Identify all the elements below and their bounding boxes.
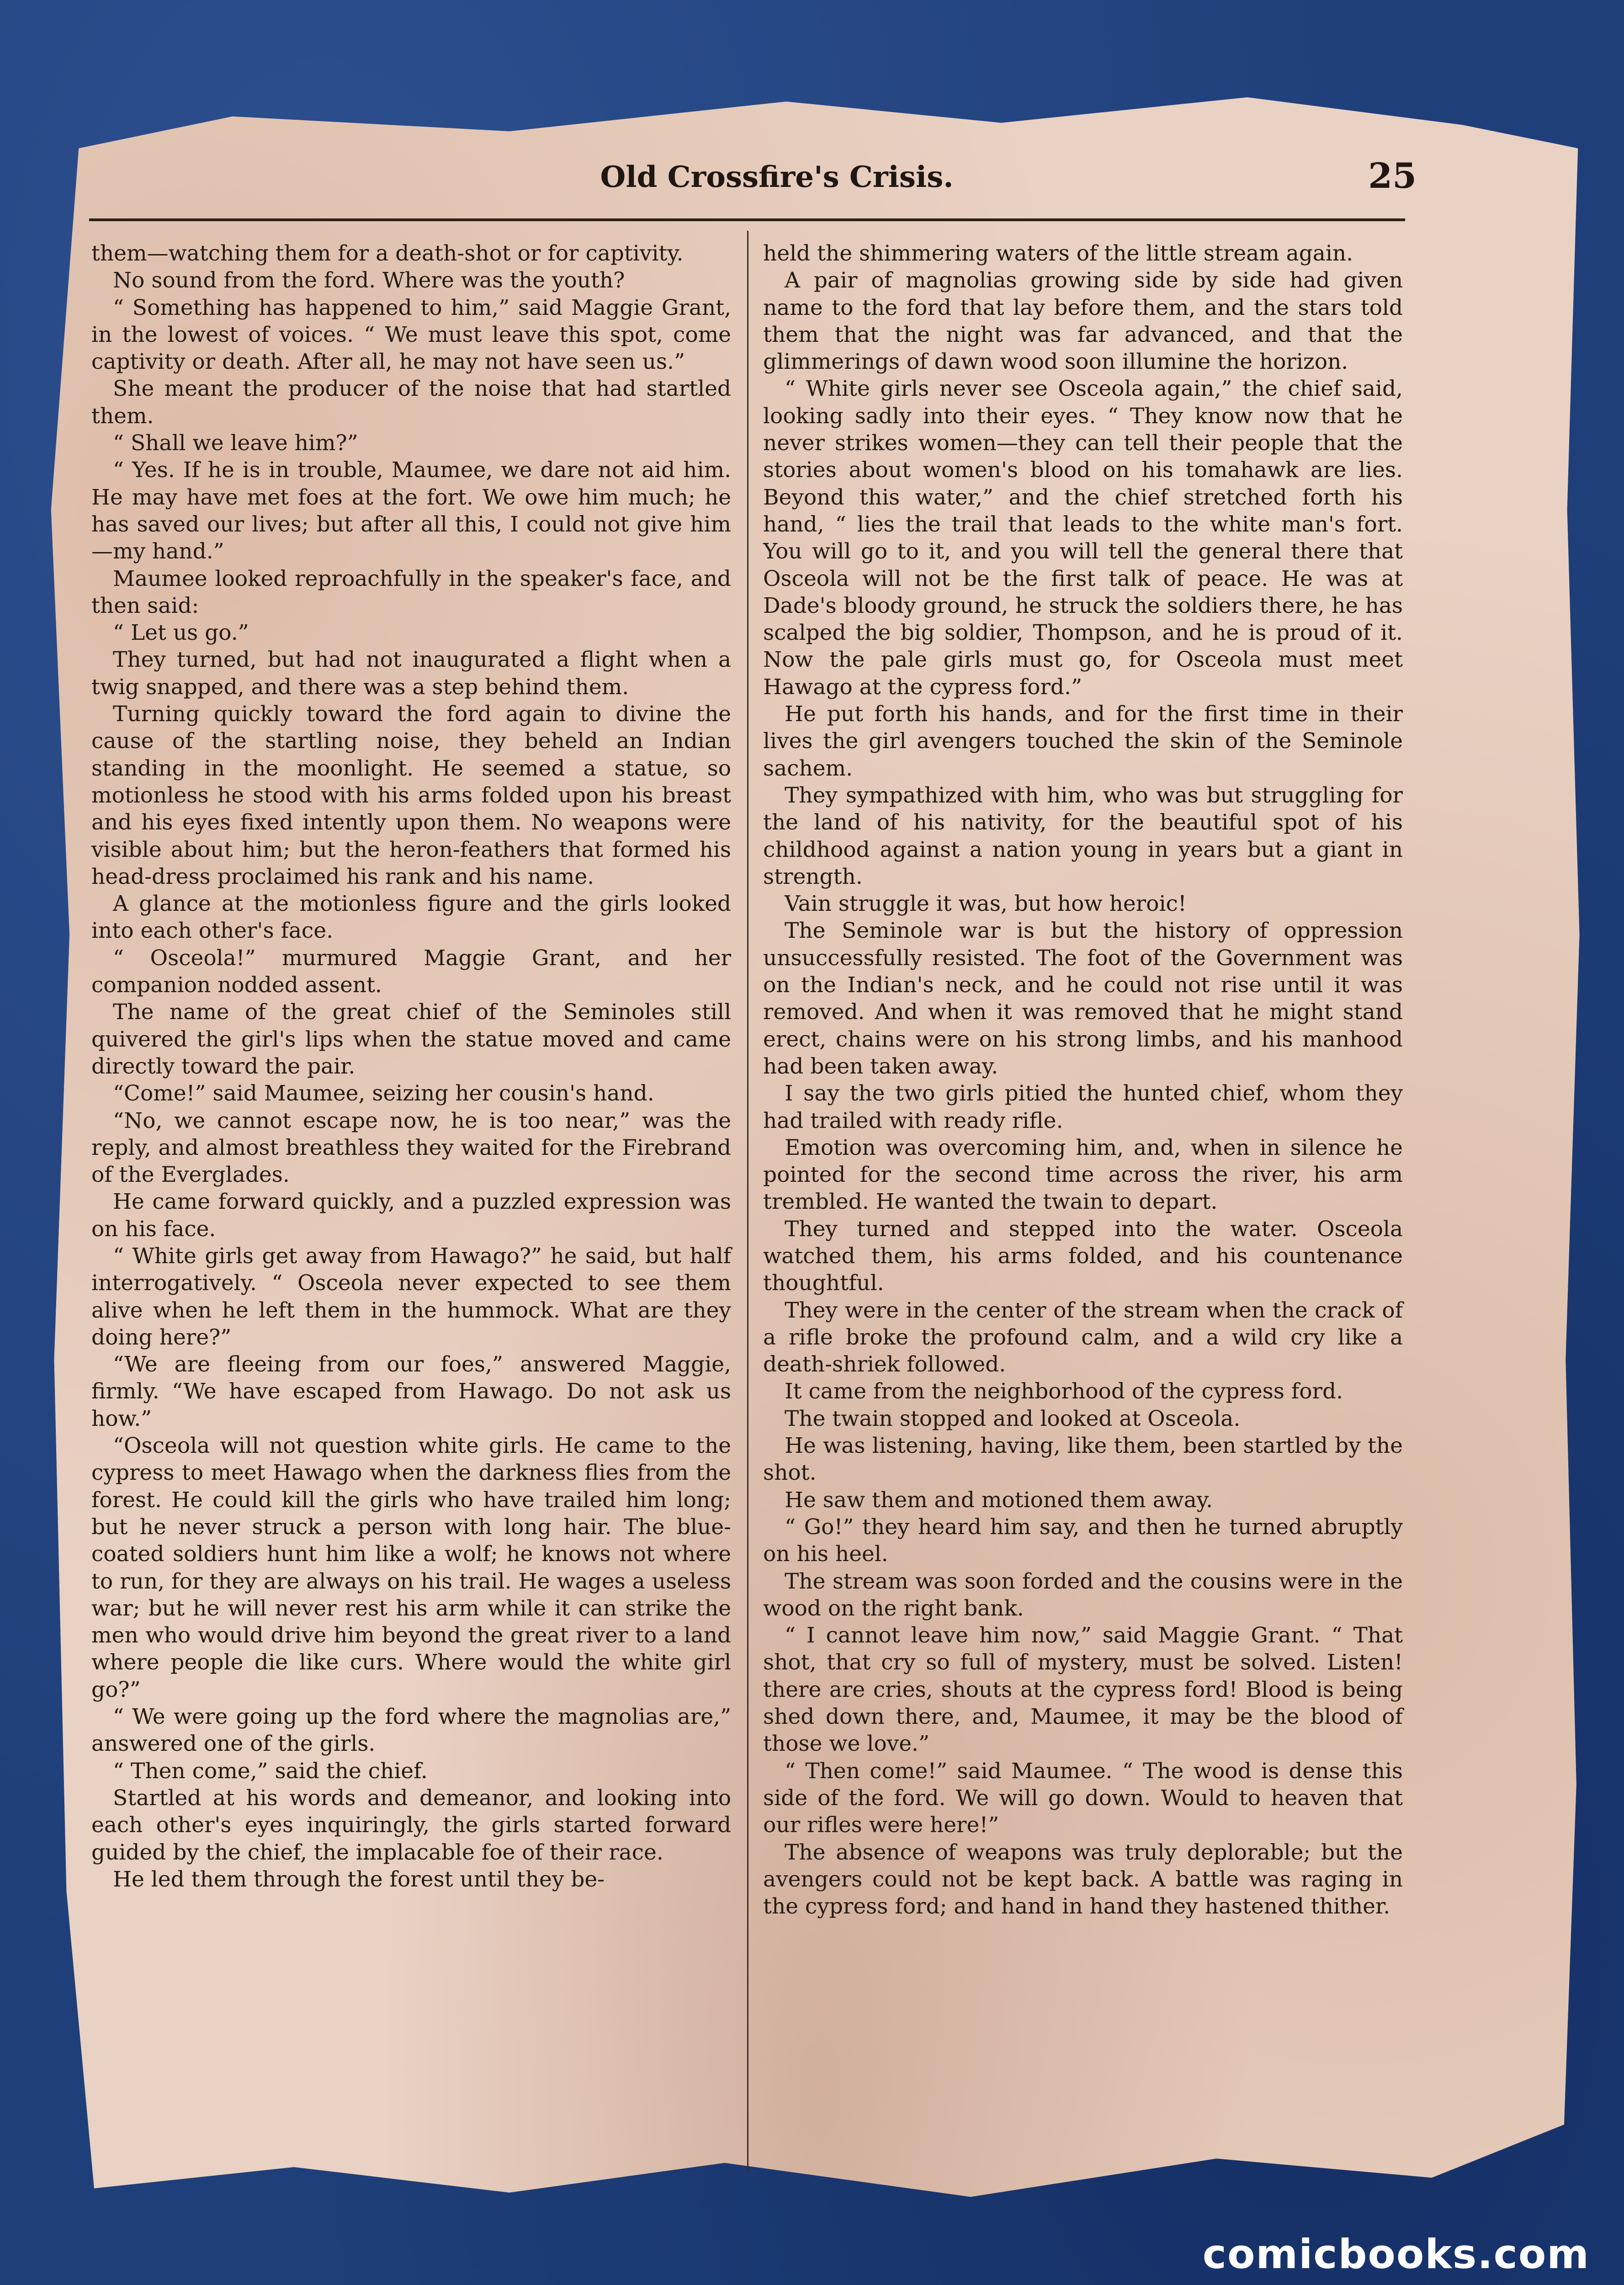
paragraph: “We are fleeing from our foes,” answered Maggie, firmly. “We have escaped from Hawago. Do not ask us how.” xyxy=(91,1352,731,1431)
paragraph: They were in the center of the stream when the crack of a rifle broke the profound calm, and a wild cry like a death-shriek followed. xyxy=(763,1297,1403,1377)
paragraph: The absence of weapons was truly deplorable; but the avengers could not be kept back. A battle was raging in the cypress ford; and hand in hand they hastened thither. xyxy=(763,1839,1403,1919)
paragraph: “ Osceola!” murmured Maggie Grant, and her companion nodded assent. xyxy=(91,945,731,998)
paragraph: Turning quickly toward the ford again to divine the cause of the startling noise, they beheld an Indian standing in the moonlight. He seemed a statue, so motionless he stood with his arms folded upon his breast and his eyes fixed intently upon them. No weapons were visible about him; but the heron-feathers that formed his head-dress proclaimed his rank and his name. xyxy=(91,701,731,889)
paragraph: He led them through the forest until they be- xyxy=(113,1866,605,1892)
paragraph: Startled at his words and demeanor, and looking into each other's eyes inquiringly, the girls started forward guided by the chief, the implacable foe of their race. xyxy=(91,1785,731,1865)
paragraph: “ Then come!” said Maumee. “ The wood is dense this side of the ford. We will go down. Would to heaven that our rifles were here!” xyxy=(763,1758,1403,1838)
left-column xyxy=(91,240,731,2173)
paragraph: He was listening, having, like them, been startled by the shot. xyxy=(763,1433,1403,1486)
paragraph: them—watching them for a death-shot or for captivity. xyxy=(91,241,684,266)
paragraph: “Osceola will not question white girls. He came to the cypress to meet Hawago when the darkness flies from the forest. He could kill the girls who have trailed him long; but he never struck a person with long hair. The blue-coated soldiers hunt him like a wolf; he knows not where to run, for they are always on his trail. He wages a useless war; but he will never rest his arm while it can strike the men who would drive him beyond the great river to a land where people die like curs. Where would the white girl go?” xyxy=(91,1433,731,1702)
paragraph: No sound from the ford. Where was the youth? xyxy=(113,268,625,293)
paragraph: Vain struggle it was, but how heroic! xyxy=(785,891,1187,917)
paragraph: “ Something has happened to him,” said Maggie Grant, in the lowest of voices. “ We must leave this spot, come captivity or death. After all, he may not have seen us.” xyxy=(91,295,731,375)
paragraph: The Seminole war is but the history of oppression unsuccessfully resisted. The foot of the Government was on the Indian's neck, and he could not rise until it was removed. And when it was removed that he might stand erect, chains were on his strong limbs, and his manhood had been taken away. xyxy=(763,918,1403,1079)
paragraph: “ We were going up the ford where the magnolias are,” answered one of the girls. xyxy=(91,1704,731,1757)
page-header xyxy=(137,151,1417,224)
paragraph: “Come!” said Maumee, seizing her cousin's hand. xyxy=(113,1081,654,1106)
paragraph: She meant the producer of the noise that had startled them. xyxy=(91,376,731,429)
paragraph: He put forth his hands, and for the first time in their lives the girl avengers touched the skin of the Seminole sachem. xyxy=(763,701,1403,781)
paragraph: held the shimmering waters of the little stream again. xyxy=(763,241,1353,266)
right-column xyxy=(763,240,1403,2173)
paragraph: I say the two girls pitied the hunted chief, whom they had trailed with ready rifle. xyxy=(763,1081,1403,1133)
paragraph: “ White girls get away from Hawago?” he said, but half interrogatively. “ Osceola never expected to see them alive when he left them in the hummock. What are they doing here?” xyxy=(91,1243,731,1350)
paragraph: “ Shall we leave him?” xyxy=(113,430,358,456)
paragraph: “No, we cannot escape now, he is too near,” was the reply, and almost breathless they waited for the Firebrand of the Everglades. xyxy=(91,1108,731,1188)
paragraph: Emotion was overcoming him, and, when in silence he pointed for the second time across the river, his arm trembled. He wanted the twain to depart. xyxy=(763,1135,1403,1215)
paragraph: “ Go!” they heard him say, and then he turned abruptly on his heel. xyxy=(763,1514,1403,1567)
paragraph: The twain stopped and looked at Osceola. xyxy=(785,1406,1241,1431)
running-title: Old Crossfire's Crisis. xyxy=(600,160,954,194)
column-rule xyxy=(747,231,748,2173)
paragraph: He saw them and motioned them away. xyxy=(785,1487,1213,1513)
paragraph: Maumee looked reproachfully in the speaker's face, and then said: xyxy=(91,566,731,618)
paragraph: They turned and stepped into the water. Osceola watched them, his arms folded, and his countenance thoughtful. xyxy=(763,1216,1403,1296)
page-number: 25 xyxy=(1368,155,1417,196)
paragraph: He came forward quickly, and a puzzled expression was on his face. xyxy=(91,1189,731,1242)
paragraph: They turned, but had not inaugurated a flight when a twig snapped, and there was a step behind them. xyxy=(91,647,731,700)
paragraph: They sympathized with him, who was but struggling for the land of his nativity, for the beautiful spot of his childhood against a nation young in years but a giant in strength. xyxy=(763,782,1403,889)
paragraph: “ White girls never see Osceola again,” the chief said, looking sadly into their eyes. “ They know now that he never strikes women—they can tell their people that the stories about women's blood on his tomahawk are lies. Beyond this water,” and the chief stretched forth his hand, “ lies the trail that leads to the white man's fort. You will go to it, and you will tell the general there that Osceola will not be the first talk of peace. He was at Dade's bloody ground, he struck the soldiers there, he has scalped the big soldier, Thompson, and he is proud of it. Now the pale girls must go, for Osceola must meet Hawago at the cypress ford.” xyxy=(763,376,1403,700)
paragraph: It came from the neighborhood of the cypress ford. xyxy=(785,1379,1343,1404)
paragraph: “ Yes. If he is in trouble, Maumee, we dare not aid him. He may have met foes at the fort. We owe him much; he has saved our lives; but after all this, I could not give him—my hand.” xyxy=(91,457,731,564)
paragraph: A glance at the motionless figure and the girls looked into each other's face. xyxy=(91,891,731,944)
header-rule xyxy=(89,218,1405,221)
paragraph: “ I cannot leave him now,” said Maggie Grant. “ That shot, that cry so full of mystery, must be solved. Listen! there are cries, shouts at the cypress ford! Blood is being shed down there, and, Maumee, it may be the blood of those we love.” xyxy=(763,1623,1403,1757)
paragraph: “ Let us go.” xyxy=(113,620,249,646)
paragraph: “ Then come,” said the chief. xyxy=(113,1758,428,1784)
watermark: comicbooks.com xyxy=(1202,2231,1590,2278)
paragraph: The name of the great chief of the Seminoles still quivered the girl's lips when the statue moved and came directly toward the pair. xyxy=(91,999,731,1079)
paragraph: The stream was soon forded and the cousins were in the wood on the right bank. xyxy=(763,1568,1403,1621)
paragraph: A pair of magnolias growing side by side had given name to the ford that lay before them, and the stars told them that the night was far advanced, and that the glimmerings of dawn wood soon illumine the horizon. xyxy=(763,268,1403,375)
